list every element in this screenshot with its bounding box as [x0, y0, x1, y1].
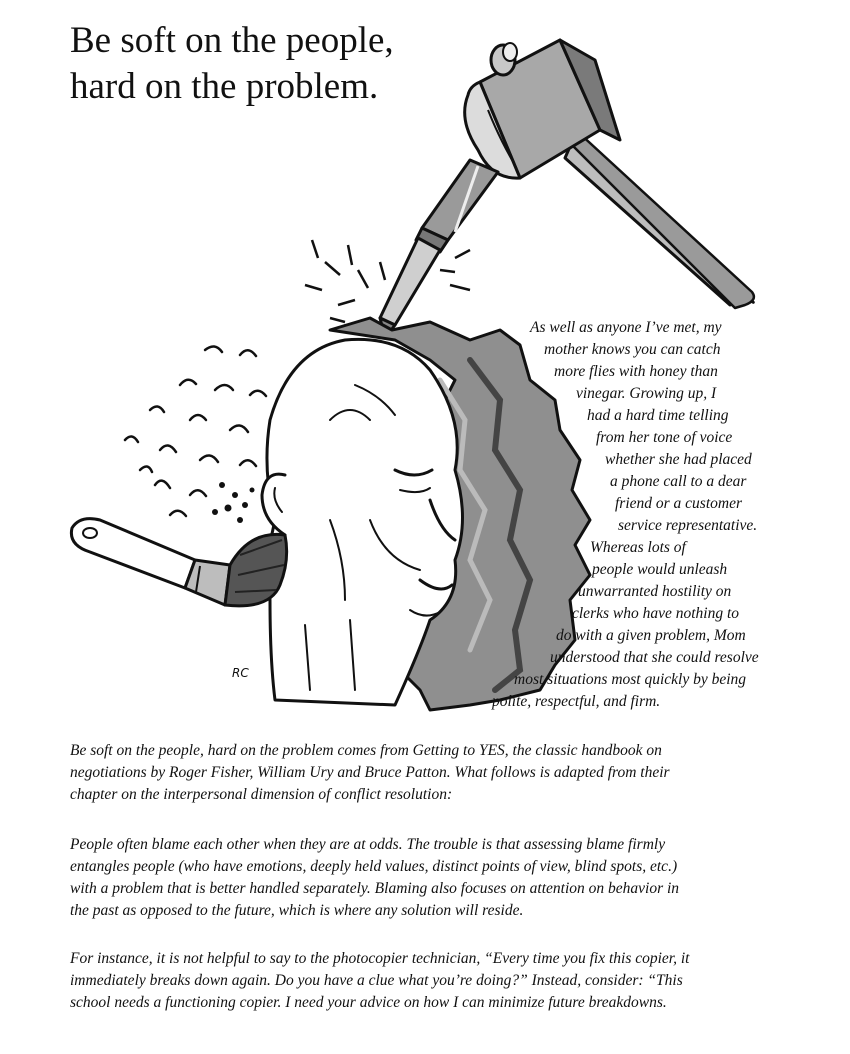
quote-line: from her tone of voice — [596, 429, 733, 446]
dust-dots — [212, 482, 255, 523]
paragraph-line: Be soft on the people, hard on the problem comes from Getting to YES, the classic handbook on — [70, 742, 662, 759]
quote-line: friend or a customer — [615, 495, 743, 512]
quote-line: unwarranted hostility on — [578, 583, 732, 600]
quote-line: more flies with honey than — [554, 363, 718, 380]
paragraph-line: immediately breaks down again. Do you have a clue what you’re doing?” Instead, consider: “This — [70, 972, 683, 989]
paragraph-line: entangles people (who have emotions, deeply held values, distinct points of view, blind spots, etc.) — [70, 858, 678, 875]
mallet-icon — [465, 40, 754, 308]
quote-line: vinegar. Growing up, I — [576, 385, 717, 402]
quote-line: mother knows you can catch — [544, 341, 721, 358]
quote-line: whether she had placed — [605, 451, 752, 468]
paragraph-line: negotiations by Roger Fisher, William Ury and Bruce Patton. What follows is adapted from their — [70, 764, 670, 781]
body-paragraph-3 — [70, 948, 790, 1014]
title-line-1: Be soft on the people, — [70, 20, 394, 61]
paragraph-line: school needs a functioning copier. I need your advice on how I can minimize future breakdowns. — [70, 994, 667, 1011]
quote-line: a phone call to a dear — [610, 473, 747, 490]
quote-line: As well as anyone I’ve met, my — [530, 319, 722, 336]
body-paragraph-2 — [70, 834, 790, 922]
paragraph-line: with a problem that is better handled separately. Blaming also focuses on attention on behavior in — [70, 880, 680, 897]
quote-line: clerks who have nothing to — [572, 605, 740, 622]
body-paragraph-1 — [70, 740, 790, 806]
quote-line: most situations most quickly by being — [514, 671, 747, 688]
quote-line: understood that she could resolve — [550, 649, 759, 666]
paragraph-line: People often blame each other when they are at odds. The trouble is that assessing blame firmly — [70, 836, 666, 853]
quote-line: do with a given problem, Mom — [556, 627, 746, 644]
paragraph-line: For instance, it is not helpful to say to the photocopier technician, “Every time you fix this copier, it — [70, 950, 690, 967]
quote-line: Whereas lots of — [590, 539, 686, 556]
artist-signature: RC — [232, 666, 249, 680]
title-line-2: hard on the problem. — [70, 66, 379, 107]
chisel-icon — [380, 160, 498, 338]
paragraph-line: chapter on the interpersonal dimension of conflict resolution: — [70, 786, 453, 803]
quote-line: had a hard time telling — [587, 407, 729, 424]
paragraph-line: the past as opposed to the future, which is where any solution will reside. — [70, 902, 524, 919]
quote-line: polite, respectful, and firm. — [492, 693, 661, 710]
dust-swirls — [125, 346, 266, 516]
quote-line: service representative. — [618, 517, 758, 534]
quote-line: people would unleash — [592, 561, 728, 578]
paintbrush-icon — [71, 519, 286, 606]
